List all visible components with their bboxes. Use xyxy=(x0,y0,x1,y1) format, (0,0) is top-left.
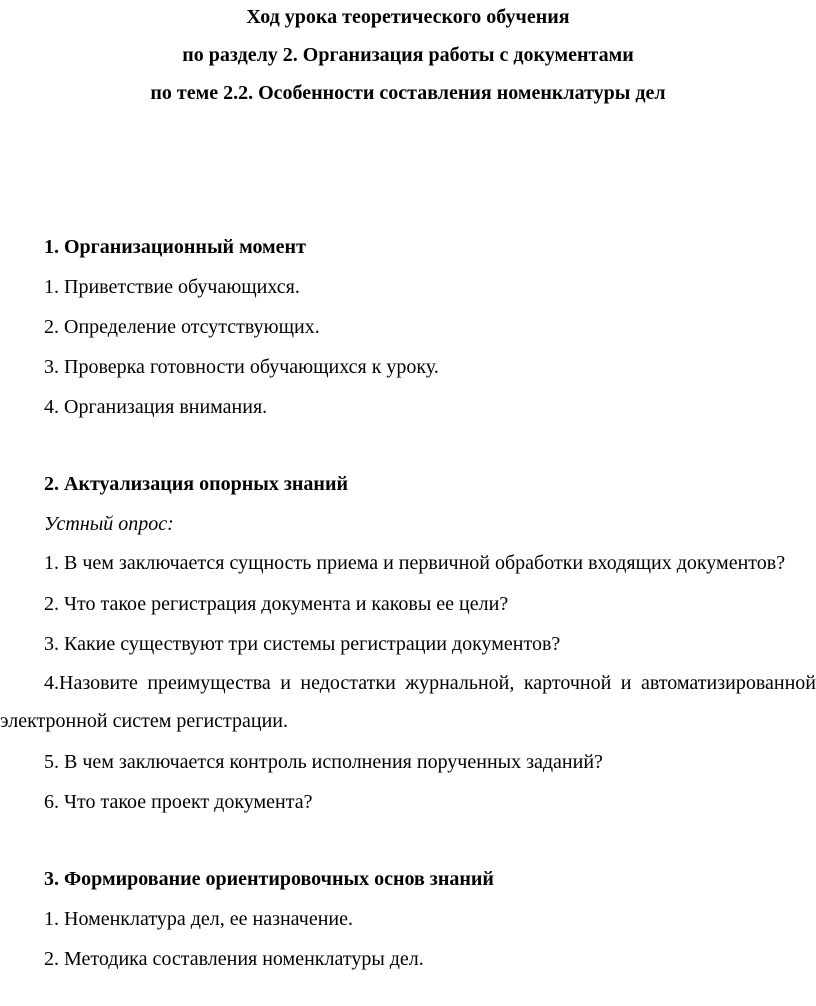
title-line-3: по теме 2.2. Особенности составления номенклатуры дел xyxy=(150,82,666,104)
section-1-heading: 1. Организационный момент xyxy=(44,236,306,258)
title-line-1: Ход урока теоретического обучения xyxy=(246,6,570,28)
section-2-item-4: 4.Назовите преимущества и недостатки журнальной, карточной и автоматизированной электронной систем регистрации. xyxy=(0,672,816,732)
section-1-item-4: 4. Организация внимания. xyxy=(44,396,268,418)
section-3-item-2: 2. Методика составления номенклатуры дел. xyxy=(44,948,424,970)
section-2-item-1: 1. В чем заключается сущность приема и первичной обработки входящих документов? xyxy=(44,552,786,574)
section-2-item-3: 3. Какие существуют три системы регистрации документов? xyxy=(44,633,561,655)
section-3-item-1: 1. Номенклатура дел, ее назначение. xyxy=(44,908,353,930)
document-title xyxy=(0,4,816,118)
spacer xyxy=(0,822,816,859)
section-2-item-5: 5. В чем заключается контроль исполнения порученных заданий? xyxy=(44,751,603,773)
spacer xyxy=(0,427,816,464)
section-2-item-6: 6. Что такое проект документа? xyxy=(44,791,313,813)
section-2-subheading: Устный опрос: xyxy=(44,513,174,535)
section-1-item-2: 2. Определение отсутствующих. xyxy=(44,316,320,338)
section-3-heading: 3. Формирование ориентировочных основ знаний xyxy=(44,868,494,890)
section-1-item-1: 1. Приветствие обучающихся. xyxy=(44,276,300,298)
section-2-item-2: 2. Что такое регистрация документа и каковы ее цели? xyxy=(44,593,509,615)
title-line-2: по разделу 2. Организация работы с документами xyxy=(182,44,634,66)
section-1-item-3: 3. Проверка готовности обучающихся к уроку. xyxy=(44,356,439,378)
section-2-heading: 2. Актуализация опорных знаний xyxy=(44,473,349,495)
document-body xyxy=(0,227,816,979)
